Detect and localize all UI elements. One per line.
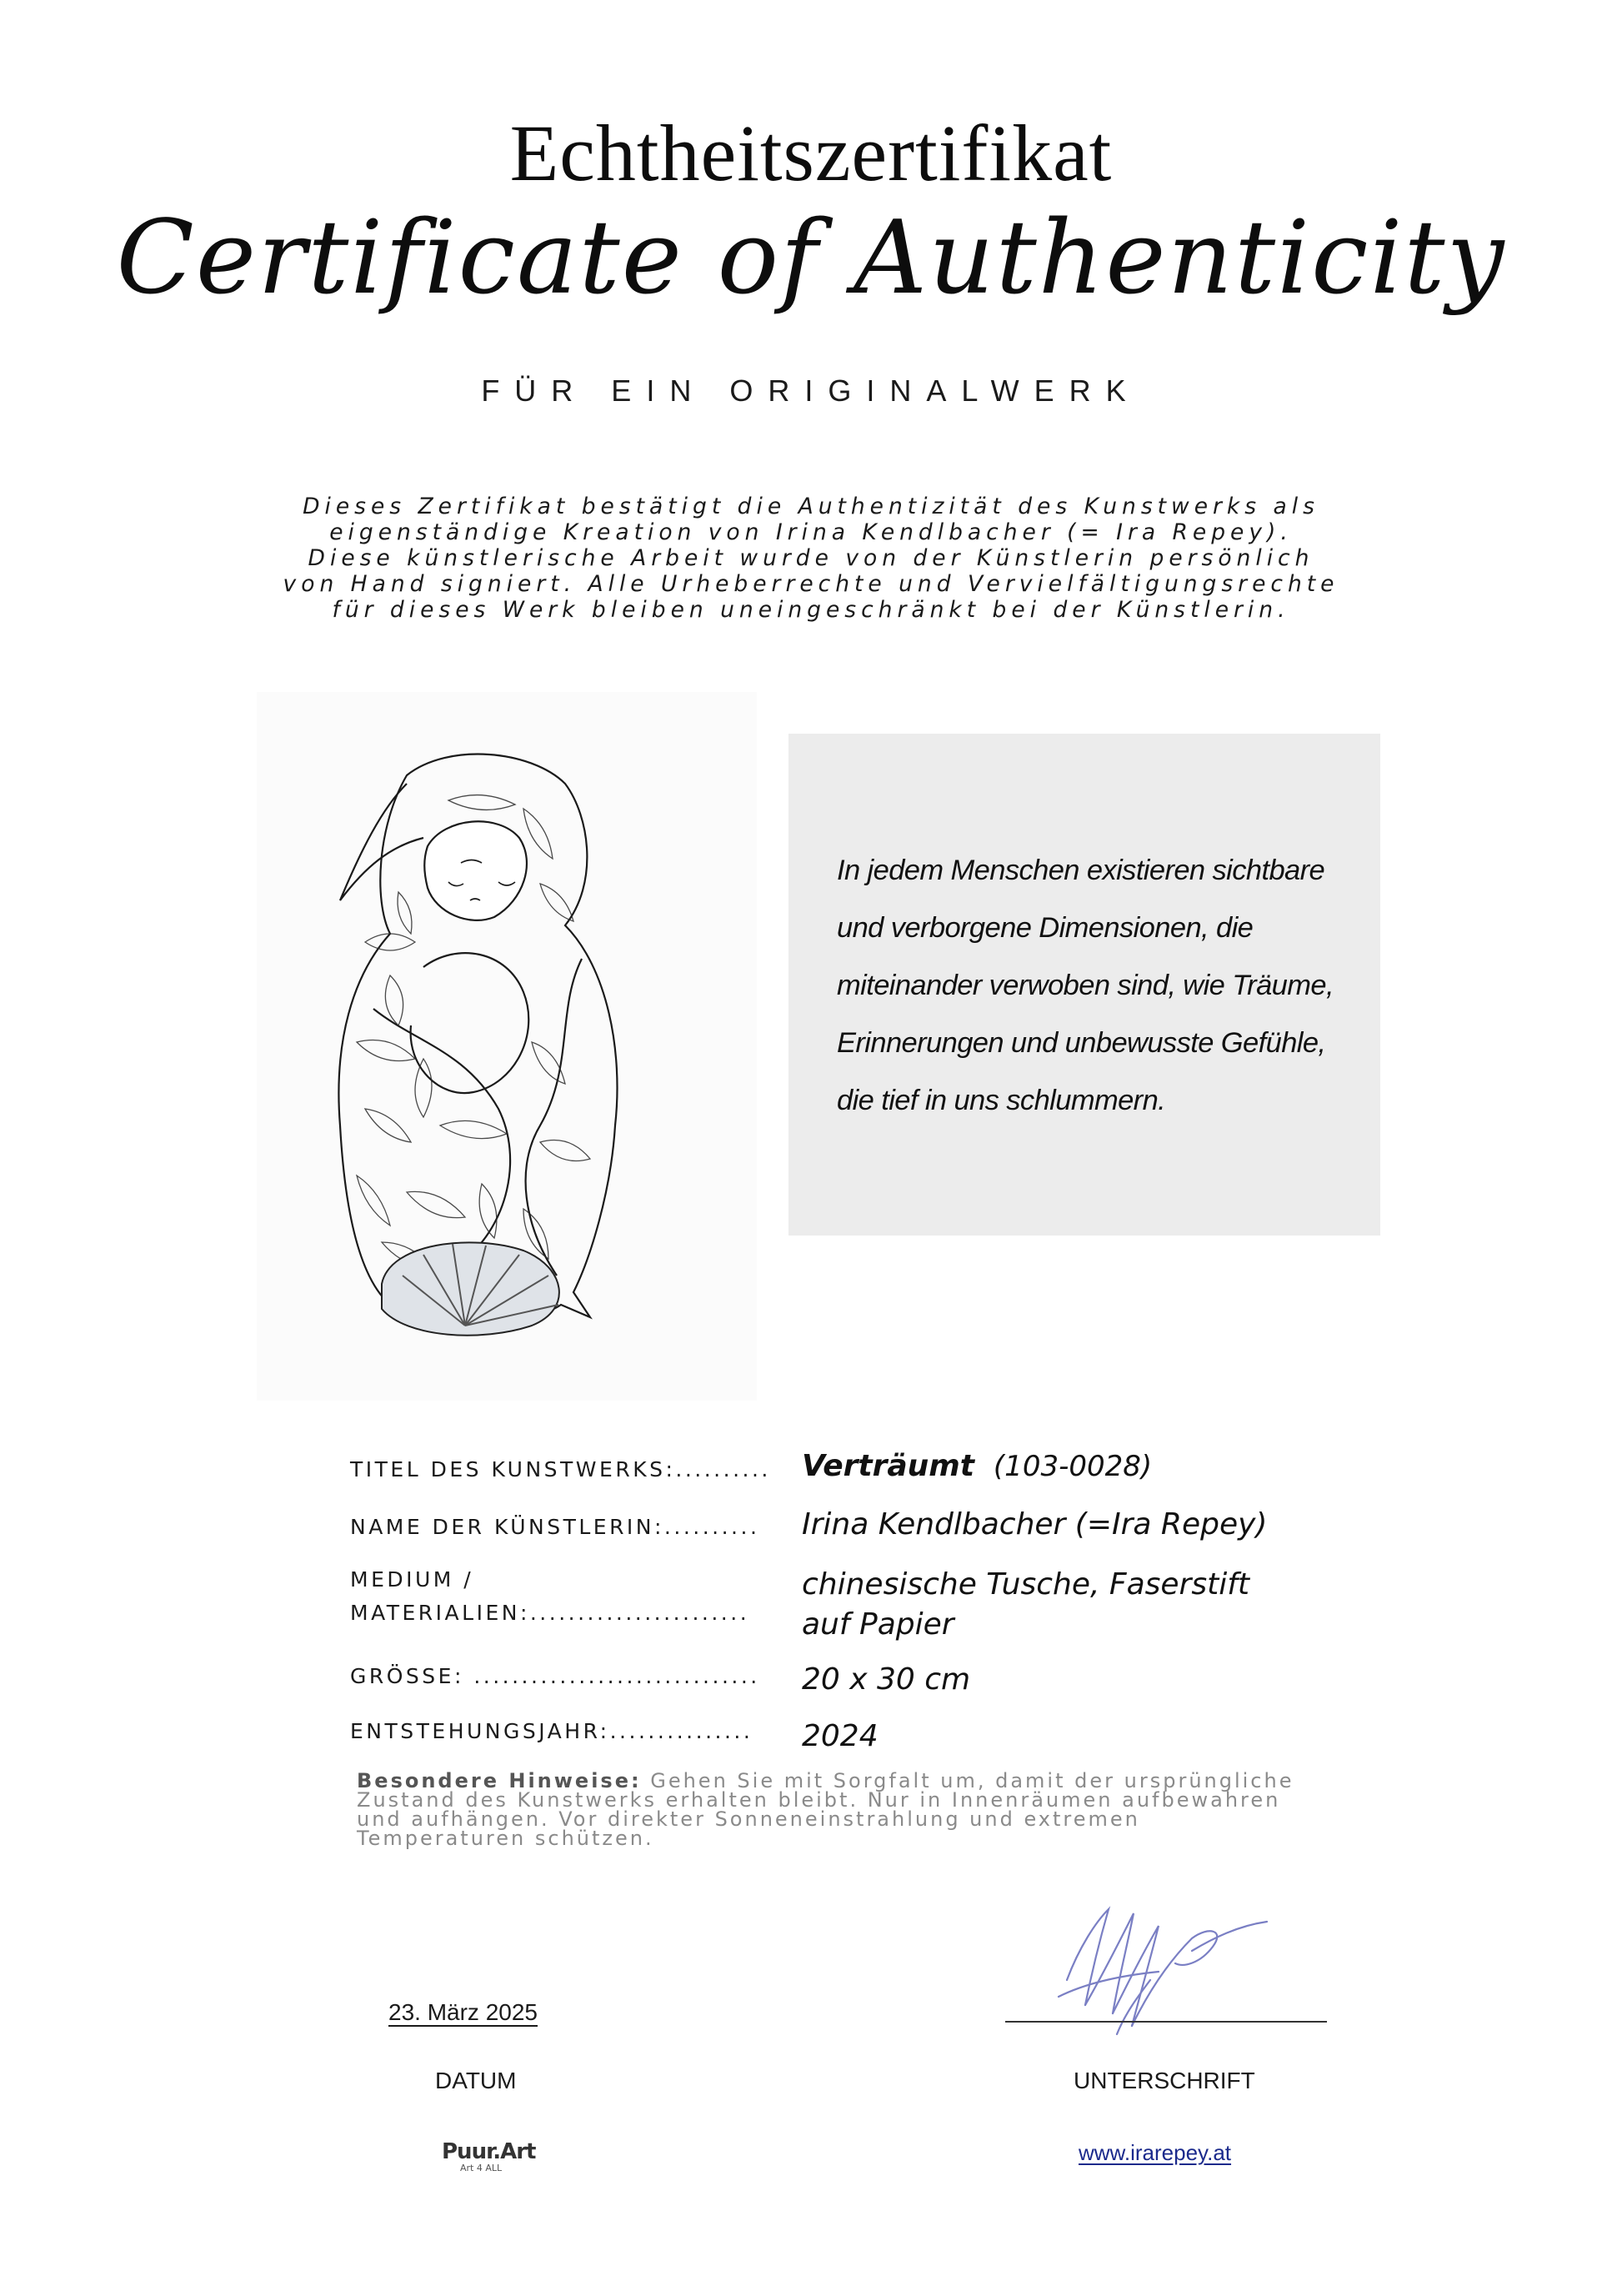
intro-line: von Hand signiert. Alle Urheberrechte und Vervielfältigungsrechte [283, 571, 1339, 597]
signature-line [1005, 2021, 1327, 2023]
quote-line: Erinnerungen und unbewusste Gefühle, [837, 1027, 1326, 1059]
title-value [802, 1449, 1152, 1483]
medium-label-line2: MATERIALIEN:....................... [350, 1601, 750, 1625]
artist-label: NAME DER KÜNSTLERIN:.......... [350, 1515, 760, 1539]
medium-label-line1: MEDIUM / [350, 1567, 474, 1592]
notes-line: und aufhängen. Vor direkter Sonneneinstrahlung und extremen [357, 1807, 1140, 1831]
notes-line: Gehen Sie mit Sorgfalt um, damit der ursprüngliche [650, 1769, 1294, 1792]
medium-value-line1: chinesische Tusche, Faserstift [802, 1567, 1250, 1602]
artwork-image [257, 692, 757, 1401]
intro-paragraph [258, 494, 1364, 623]
puur-art-logo [442, 2139, 536, 2189]
size-value: 20 x 30 cm [802, 1662, 971, 1697]
intro-line: Dieses Zertifikat bestätigt die Authentizität des Kunstwerks als [303, 494, 1319, 519]
certificate-title-de: Echtheitszertifikat [509, 108, 1113, 198]
website-link[interactable]: www.irarepey.at [1079, 2140, 1232, 2165]
title-label: TITEL DES KUNSTWERKS:.......... [350, 1457, 771, 1481]
intro-line: für dieses Werk bleiben uneingeschränkt bei der Künstlerin. [332, 597, 1290, 623]
size-label: GRÖSSE: .............................. [350, 1664, 760, 1688]
signature-label: UNTERSCHRIFT [1074, 2068, 1255, 2093]
year-label: ENTSTEHUNGSJAHR:............... [350, 1719, 753, 1743]
quote-line: In jedem Menschen existieren sichtbare [837, 855, 1325, 886]
certificate-title-en: Certificate of Authenticity [116, 198, 1506, 317]
artwork-quote [837, 842, 1370, 1130]
logo-subtext: Art 4 ALL [460, 2163, 503, 2173]
quote-line: und verborgene Dimensionen, die [837, 912, 1254, 944]
quote-line: miteinander verwoben sind, wie Träume, [837, 970, 1334, 1001]
notes-heading: Besondere Hinweise: [357, 1769, 642, 1792]
quote-line: die tief in uns schlummern. [837, 1085, 1166, 1116]
artwork-code: (103-0028) [993, 1450, 1153, 1483]
artwork-title: Verträumt [802, 1449, 975, 1483]
signature-image [1034, 1880, 1309, 2038]
certificate-subtitle: FÜR EIN ORIGINALWERK [481, 373, 1141, 408]
artist-value: Irina Kendlbacher (=Ira Repey) [802, 1507, 1268, 1542]
medium-value-line2: auf Papier [802, 1607, 954, 1642]
logo-text: Puur.Art [442, 2139, 536, 2164]
intro-line: eigenständige Kreation von Irina Kendlbacher (= Ira Repey). [329, 519, 1293, 545]
notes-line: Temperaturen schützen. [357, 1827, 654, 1850]
notes-line: Zustand des Kunstwerks erhalten bleibt. Nur in Innenräumen aufbewahren [357, 1788, 1281, 1812]
year-value: 2024 [802, 1719, 879, 1753]
care-notes [357, 1769, 1324, 1850]
date-label: DATUM [435, 2068, 517, 2093]
issue-date: 23. März 2025 [388, 1999, 538, 2025]
intro-line: Diese künstlerische Arbeit wurde von der Künstlerin persönlich [308, 545, 1314, 571]
